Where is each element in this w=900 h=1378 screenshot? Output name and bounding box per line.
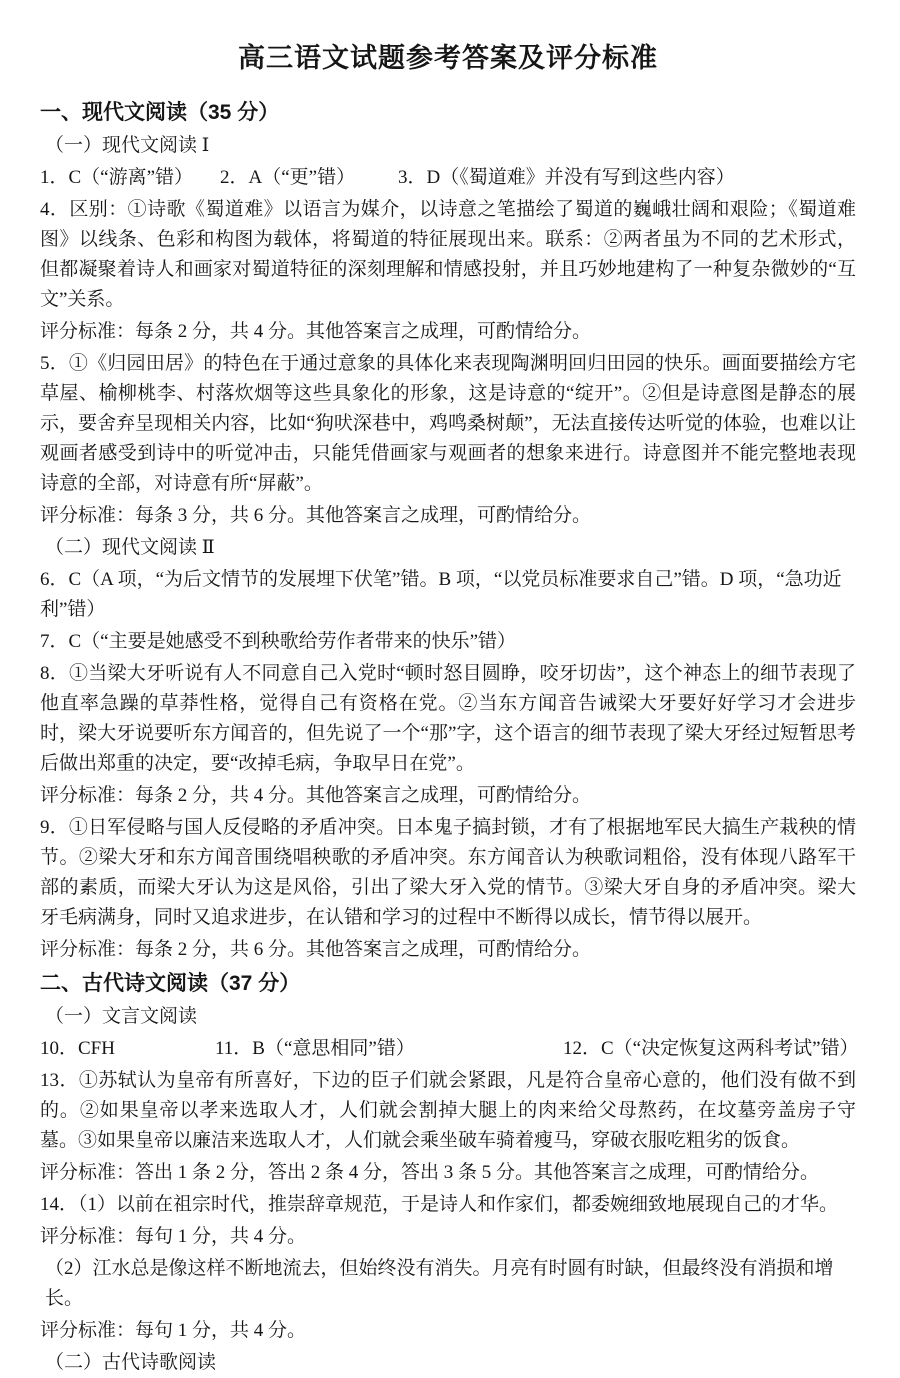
question-14-1-answer: 14．（1）以前在祖宗时代，推崇辞章规范，于是诗人和作家们，都委婉细致地展现自己的才华。 [40, 1194, 839, 1215]
question-4-scoring: 评分标准：每条 2 分，共 4 分。其他答案言之成理，可酌情给分。 [40, 321, 592, 342]
subsection-1-2-heading: （二）现代文阅读 Ⅱ [45, 537, 215, 558]
question-8-answer: 8．①当梁大牙听说有人不同意自己入党时“顿时怒目圆睁，咬牙切齿”，这个神态上的细节表现了他直率急躁的草莽性格，觉得自己有资格在党。②当东方闻音告诫梁大牙要好好学习才会进步时，梁大牙说要听东方闻音的，但先说了一个“那”字，这个语言的细节表现了梁大牙经过短暂思考后做出郑重的决定，要“改掉毛病，争取早日在党”。 [40, 663, 856, 774]
question-13-answer: 13．①苏轼认为皇帝有所喜好，下边的臣子们就会紧跟，凡是符合皇帝心意的，他们没有做不到的。②如果皇帝以孝来选取人才，人们就会割掉大腿上的肉来给父母熬药，在坟墓旁盖房子守墓。③如果皇帝以廉洁来选取人才，人们就会乘坐破车骑着瘦马，穿破衣服吃粗劣的饭食。 [40, 1070, 856, 1151]
answer-1: 1．C（“游离”错） [40, 167, 194, 188]
question-13-scoring: 评分标准：答出 1 条 2 分，答出 2 条 4 分，答出 3 条 5 分。其他答案言之成理，可酌情给分。 [40, 1162, 820, 1183]
question-14-2-answer: （2）江水总是像这样不断地流去，但始终没有消失。月亮有时圆有时缺，但最终没有消损和增长。 [45, 1258, 834, 1309]
subsection-1-1-heading: （一）现代文阅读 Ⅰ [45, 135, 210, 156]
question-9-scoring: 评分标准：每条 2 分，共 6 分。其他答案言之成理，可酌情给分。 [40, 939, 592, 960]
answers-row-10-to-12 [40, 1034, 859, 1064]
subsection-2-2-heading: （二）古代诗歌阅读 [45, 1352, 217, 1373]
question-14-2-scoring: 评分标准：每句 1 分，共 4 分。 [40, 1320, 307, 1341]
question-6-answer: 6．C（A 项，“为后文情节的发展埋下伏笔”错。B 项，“以党员标准要求自己”错。D 项，“急功近利”错） [40, 569, 842, 620]
page-title: 高三语文试题参考答案及评分标准 [238, 43, 658, 73]
question-7-answer: 7．C（“主要是她感受不到秧歌给劳作者带来的快乐”错） [40, 631, 517, 652]
answer-11: 11．B（“意思相同”错） [215, 1038, 415, 1059]
answer-2: 2．A（“更”错） [220, 167, 356, 188]
answers-row-1-to-3 [40, 163, 856, 193]
question-4-answer: 4．区别：①诗歌《蜀道难》以语言为媒介，以诗意之笔描绘了蜀道的巍峨壮阔和艰险；《蜀道难图》以线条、色彩和构图为载体，将蜀道的特征展现出来。联系：②两者虽为不同的艺术形式，但都凝聚着诗人和画家对蜀道特征的深刻理解和情感投射，并且巧妙地建构了一种复杂微妙的“互文”关系。 [40, 199, 856, 310]
answer-12: 12．C（“决定恢复这两科考试”错） [563, 1038, 859, 1059]
section-1-heading: 一、现代文阅读（35 分） [40, 101, 280, 124]
subsection-2-1-heading: （一）文言文阅读 [45, 1006, 198, 1027]
answer-3: 3．D（《蜀道难》并没有写到这些内容） [398, 167, 735, 188]
question-9-answer: 9．①日军侵略与国人反侵略的矛盾冲突。日本鬼子搞封锁，才有了根据地军民大搞生产栽秧的情节。②梁大牙和东方闻音围绕唱秧歌的矛盾冲突。东方闻音认为秧歌词粗俗，没有体现八路军干部的素质，而梁大牙认为这是风俗，引出了梁大牙入党的情节。③梁大牙自身的矛盾冲突。梁大牙毛病满身，同时又追求进步，在认错和学习的过程中不断得以成长，情节得以展开。 [40, 817, 856, 928]
question-14-1-scoring: 评分标准：每句 1 分，共 4 分。 [40, 1226, 307, 1247]
question-5-answer: 5．①《归园田居》的特色在于通过意象的具体化来表现陶渊明回归田园的快乐。画面要描绘方宅草屋、榆柳桃李、村落炊烟等这些具象化的形象，这是诗意的“绽开”。②但是诗意图是静态的展示，要舍弃呈现相关内容，比如“狗吠深巷中，鸡鸣桑树颠”，无法直接传达听觉的体验，也难以让观画者感受到诗中的听觉冲击，只能凭借画家与观画者的想象来进行。诗意图并不能完整地表现诗意的全部，对诗意有所“屏蔽”。 [40, 353, 856, 494]
question-8-scoring: 评分标准：每条 2 分，共 4 分。其他答案言之成理，可酌情给分。 [40, 785, 592, 806]
answer-10: 10．CFH [40, 1038, 115, 1059]
section-2-heading: 二、古代诗文阅读（37 分） [40, 972, 301, 995]
question-5-scoring: 评分标准：每条 3 分，共 6 分。其他答案言之成理，可酌情给分。 [40, 505, 592, 526]
